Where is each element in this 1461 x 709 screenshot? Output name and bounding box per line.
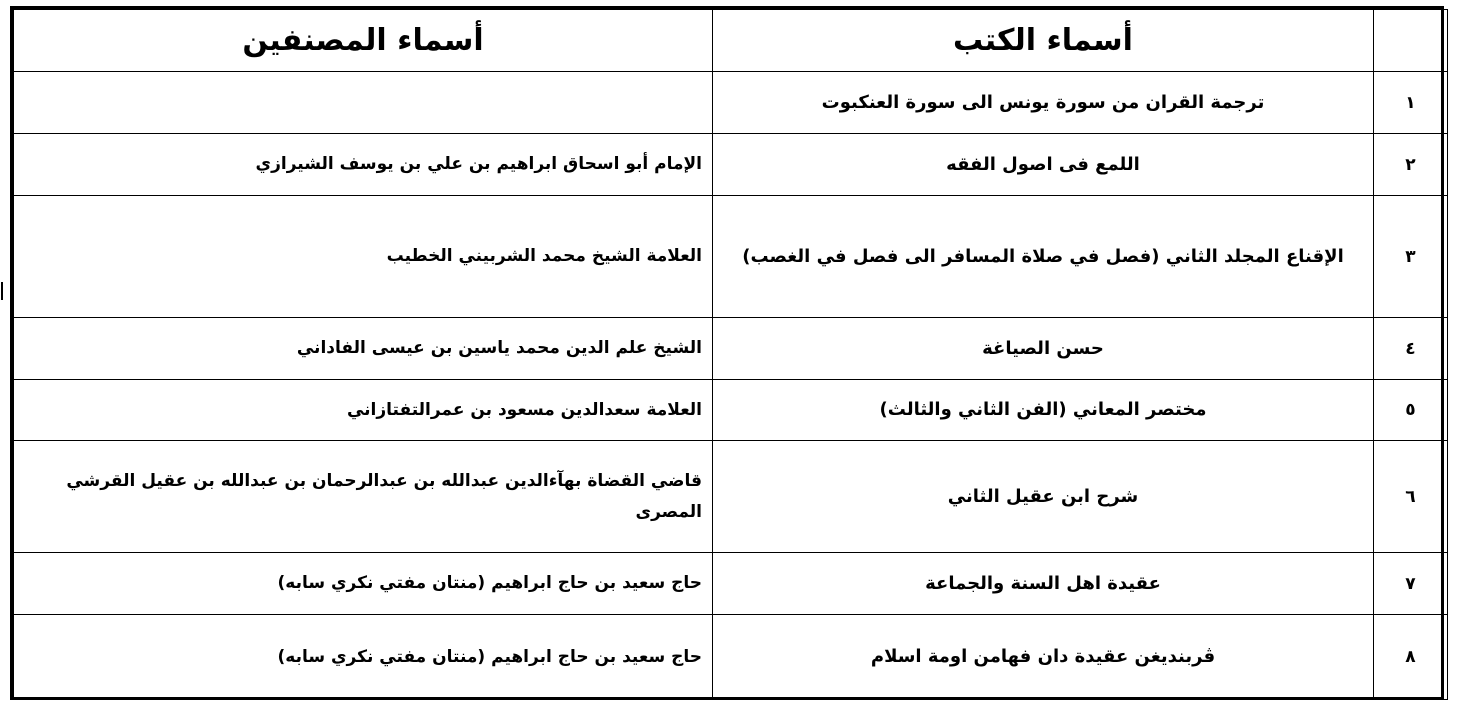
table-row [14, 615, 1448, 700]
table-row [14, 318, 1448, 380]
book-name: الإقناع المجلد الثاني (فصل في صلاة المسافر الى فصل في الغصب) [713, 196, 1374, 318]
row-number: ٤ [1374, 318, 1448, 380]
row-number: ٨ [1374, 615, 1448, 700]
table-row [14, 72, 1448, 134]
row-number: ٣ [1374, 196, 1448, 318]
table-row [14, 196, 1448, 318]
author-name: قاضي القضاة بهآءالدين عبدالله بن عبدالرحمان بن عبدالله بن عقيل القرشي المصرى [14, 441, 713, 553]
row-number: ٧ [1374, 553, 1448, 615]
author-name: العلامة الشيخ محمد الشربيني الخطيب [14, 196, 713, 318]
row-number: ٥ [1374, 380, 1448, 441]
table-row [14, 134, 1448, 196]
book-name: حسن الصياغة [713, 318, 1374, 380]
margin-mark [1, 282, 3, 300]
header-book-names: أسماء الكتب [713, 10, 1374, 72]
book-name: شرح ابن عقيل الثاني [713, 441, 1374, 553]
book-name: اللمع فى اصول الفقه [713, 134, 1374, 196]
author-name: حاج سعيد بن حاج ابراهيم (منتان مفتي نكري سابه) [14, 553, 713, 615]
book-name: ترجمة القران من سورة يونس الى سورة العنكبوت [713, 72, 1374, 134]
books-table [13, 9, 1448, 700]
author-name: الإمام أبو اسحاق ابراهيم بن علي بن يوسف الشيرازي [14, 134, 713, 196]
header-number [1374, 10, 1448, 72]
table-header-row [14, 10, 1448, 72]
author-name: الشيخ علم الدين محمد ياسين بن عيسى الفاداني [14, 318, 713, 380]
table-row [14, 553, 1448, 615]
books-table-frame [10, 6, 1444, 700]
row-number: ٢ [1374, 134, 1448, 196]
author-name [14, 72, 713, 134]
author-name: العلامة سعدالدين مسعود بن عمرالتفتازاني [14, 380, 713, 441]
header-author-names: أسماء المصنفين [14, 10, 713, 72]
book-name: ڤربنديغن عقيدة دان فهامن اومة اسلام [713, 615, 1374, 700]
row-number: ١ [1374, 72, 1448, 134]
table-row [14, 441, 1448, 553]
table-row [14, 380, 1448, 441]
row-number: ٦ [1374, 441, 1448, 553]
book-name: عقيدة اهل السنة والجماعة [713, 553, 1374, 615]
book-name: مختصر المعاني (الفن الثاني والثالث) [713, 380, 1374, 441]
author-name: حاج سعيد بن حاج ابراهيم (منتان مفتي نكري سابه) [14, 615, 713, 700]
